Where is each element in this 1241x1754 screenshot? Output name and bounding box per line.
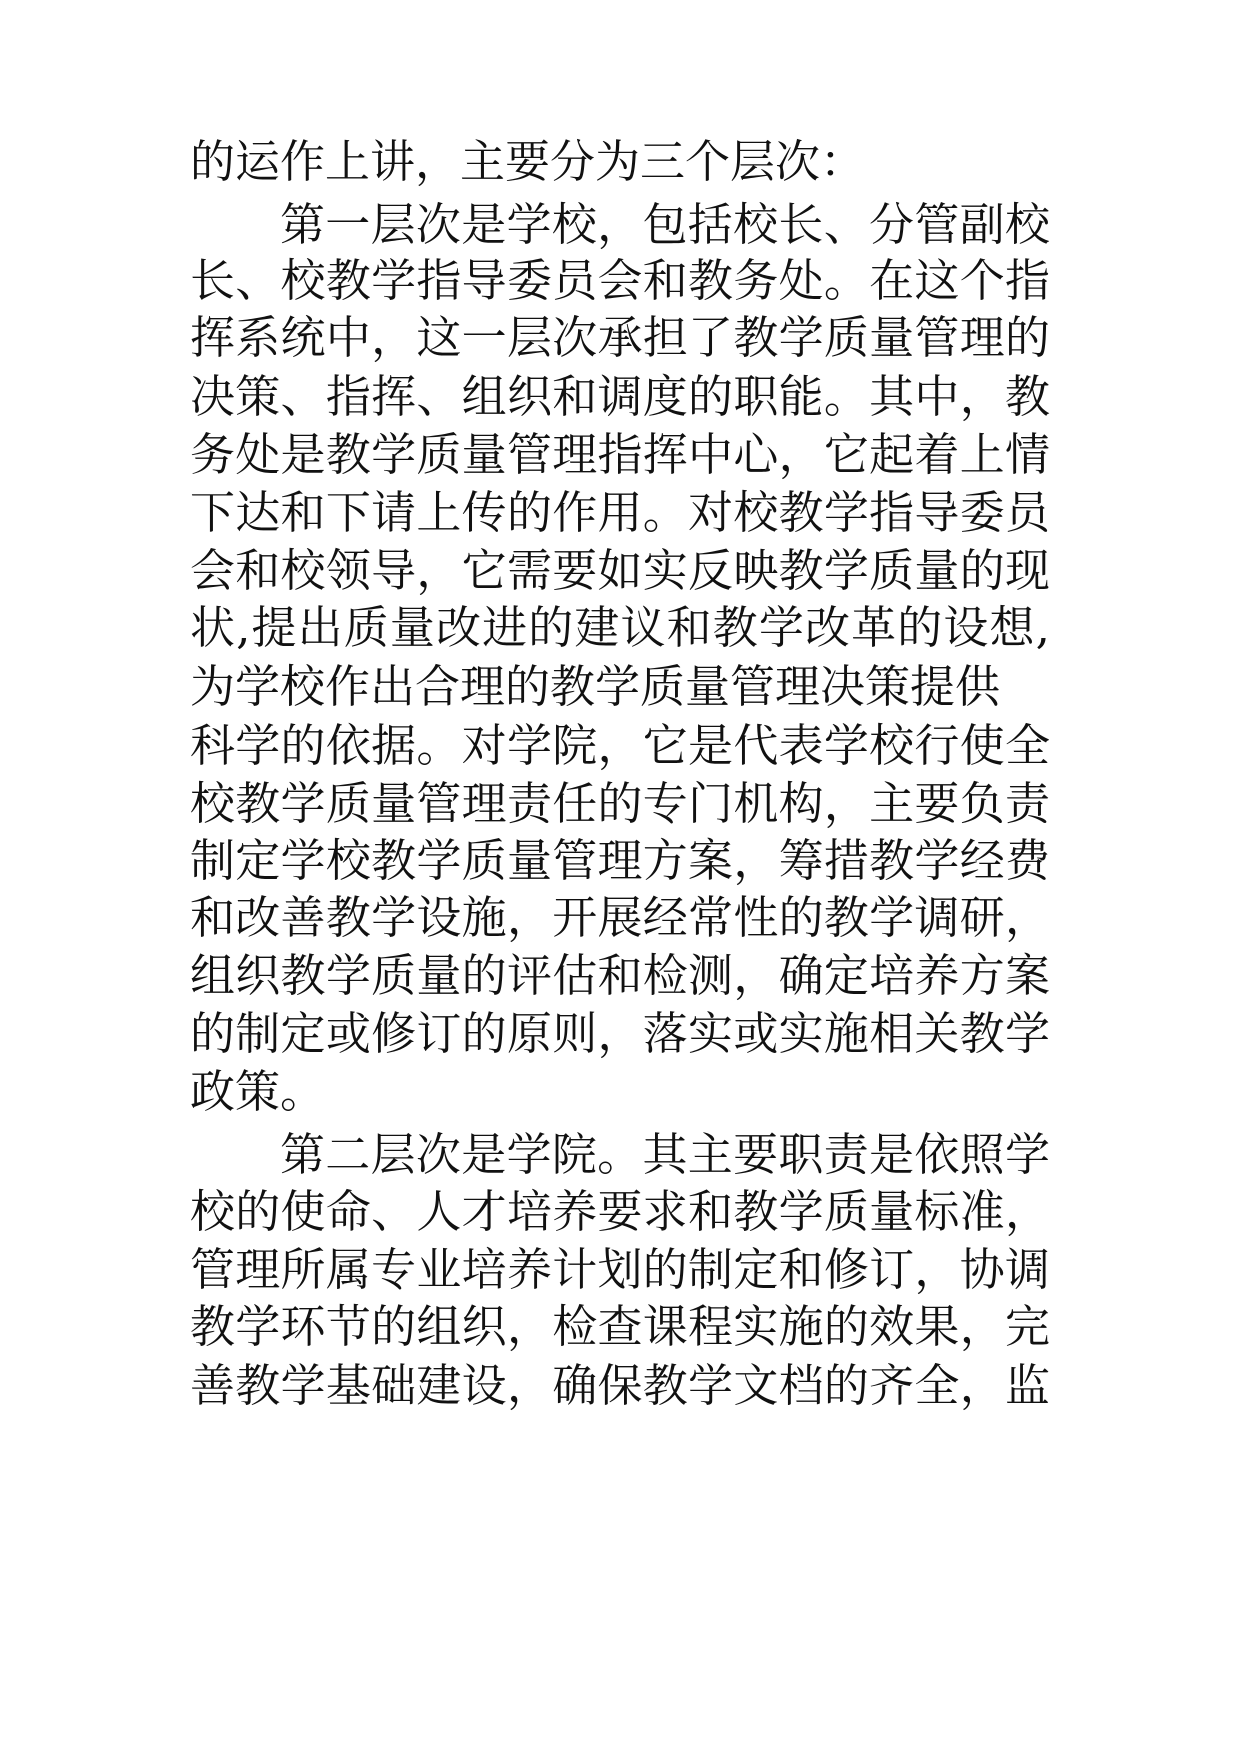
text-line: 会和校领导，它需要如实反映教学质量的现 — [190, 544, 1050, 597]
text-line: 校教学质量管理责任的专门机构，主要负责 — [190, 777, 1050, 830]
text-line: 下达和下请上传的作用。对校教学指导委员 — [190, 486, 1050, 539]
text-line: 的制定或修订的原则，落实或实施相关教学 — [190, 1007, 1050, 1060]
text-line: 政策。 — [190, 1065, 326, 1118]
text-line: 挥系统中，这一层次承担了教学质量管理的 — [190, 311, 1050, 364]
text-line: 组织教学质量的评估和检测，确定培养方案 — [190, 949, 1050, 1002]
text-line: 教学环节的组织，检查课程实施的效果，完 — [190, 1300, 1050, 1353]
text-line: 长、校教学指导委员会和教务处。在这个指 — [190, 254, 1050, 307]
text-line: 决策、指挥、组织和调度的职能。其中，教 — [190, 370, 1050, 423]
text-line: 和改善教学设施，开展经常性的教学调研， — [190, 891, 1050, 944]
text-line: 务处是教学质量管理指挥中心，它起着上情 — [190, 428, 1050, 481]
text-line: 为学校作出合理的教学质量管理决策提供 — [190, 660, 1001, 713]
text-line: 状,提出质量改进的建议和教学改革的设想, — [190, 601, 1050, 654]
text-line: 的运作上讲，主要分为三个层次： — [190, 135, 866, 188]
paragraph-first-line: 第一层次是学校，包括校长、分管副校 — [280, 198, 1050, 251]
text-line: 善教学基础建设，确保教学文档的齐全，监 — [190, 1359, 1050, 1412]
text-line: 制定学校教学质量管理方案，筹措教学经费 — [190, 834, 1050, 887]
paragraph-first-line: 第二层次是学院。其主要职责是依照学 — [280, 1128, 1050, 1181]
text-line: 科学的依据。对学院，它是代表学校行使全 — [190, 719, 1050, 772]
text-line: 管理所属专业培养计划的制定和修订，协调 — [190, 1243, 1050, 1296]
text-line: 校的使命、人才培养要求和教学质量标准， — [190, 1185, 1050, 1238]
